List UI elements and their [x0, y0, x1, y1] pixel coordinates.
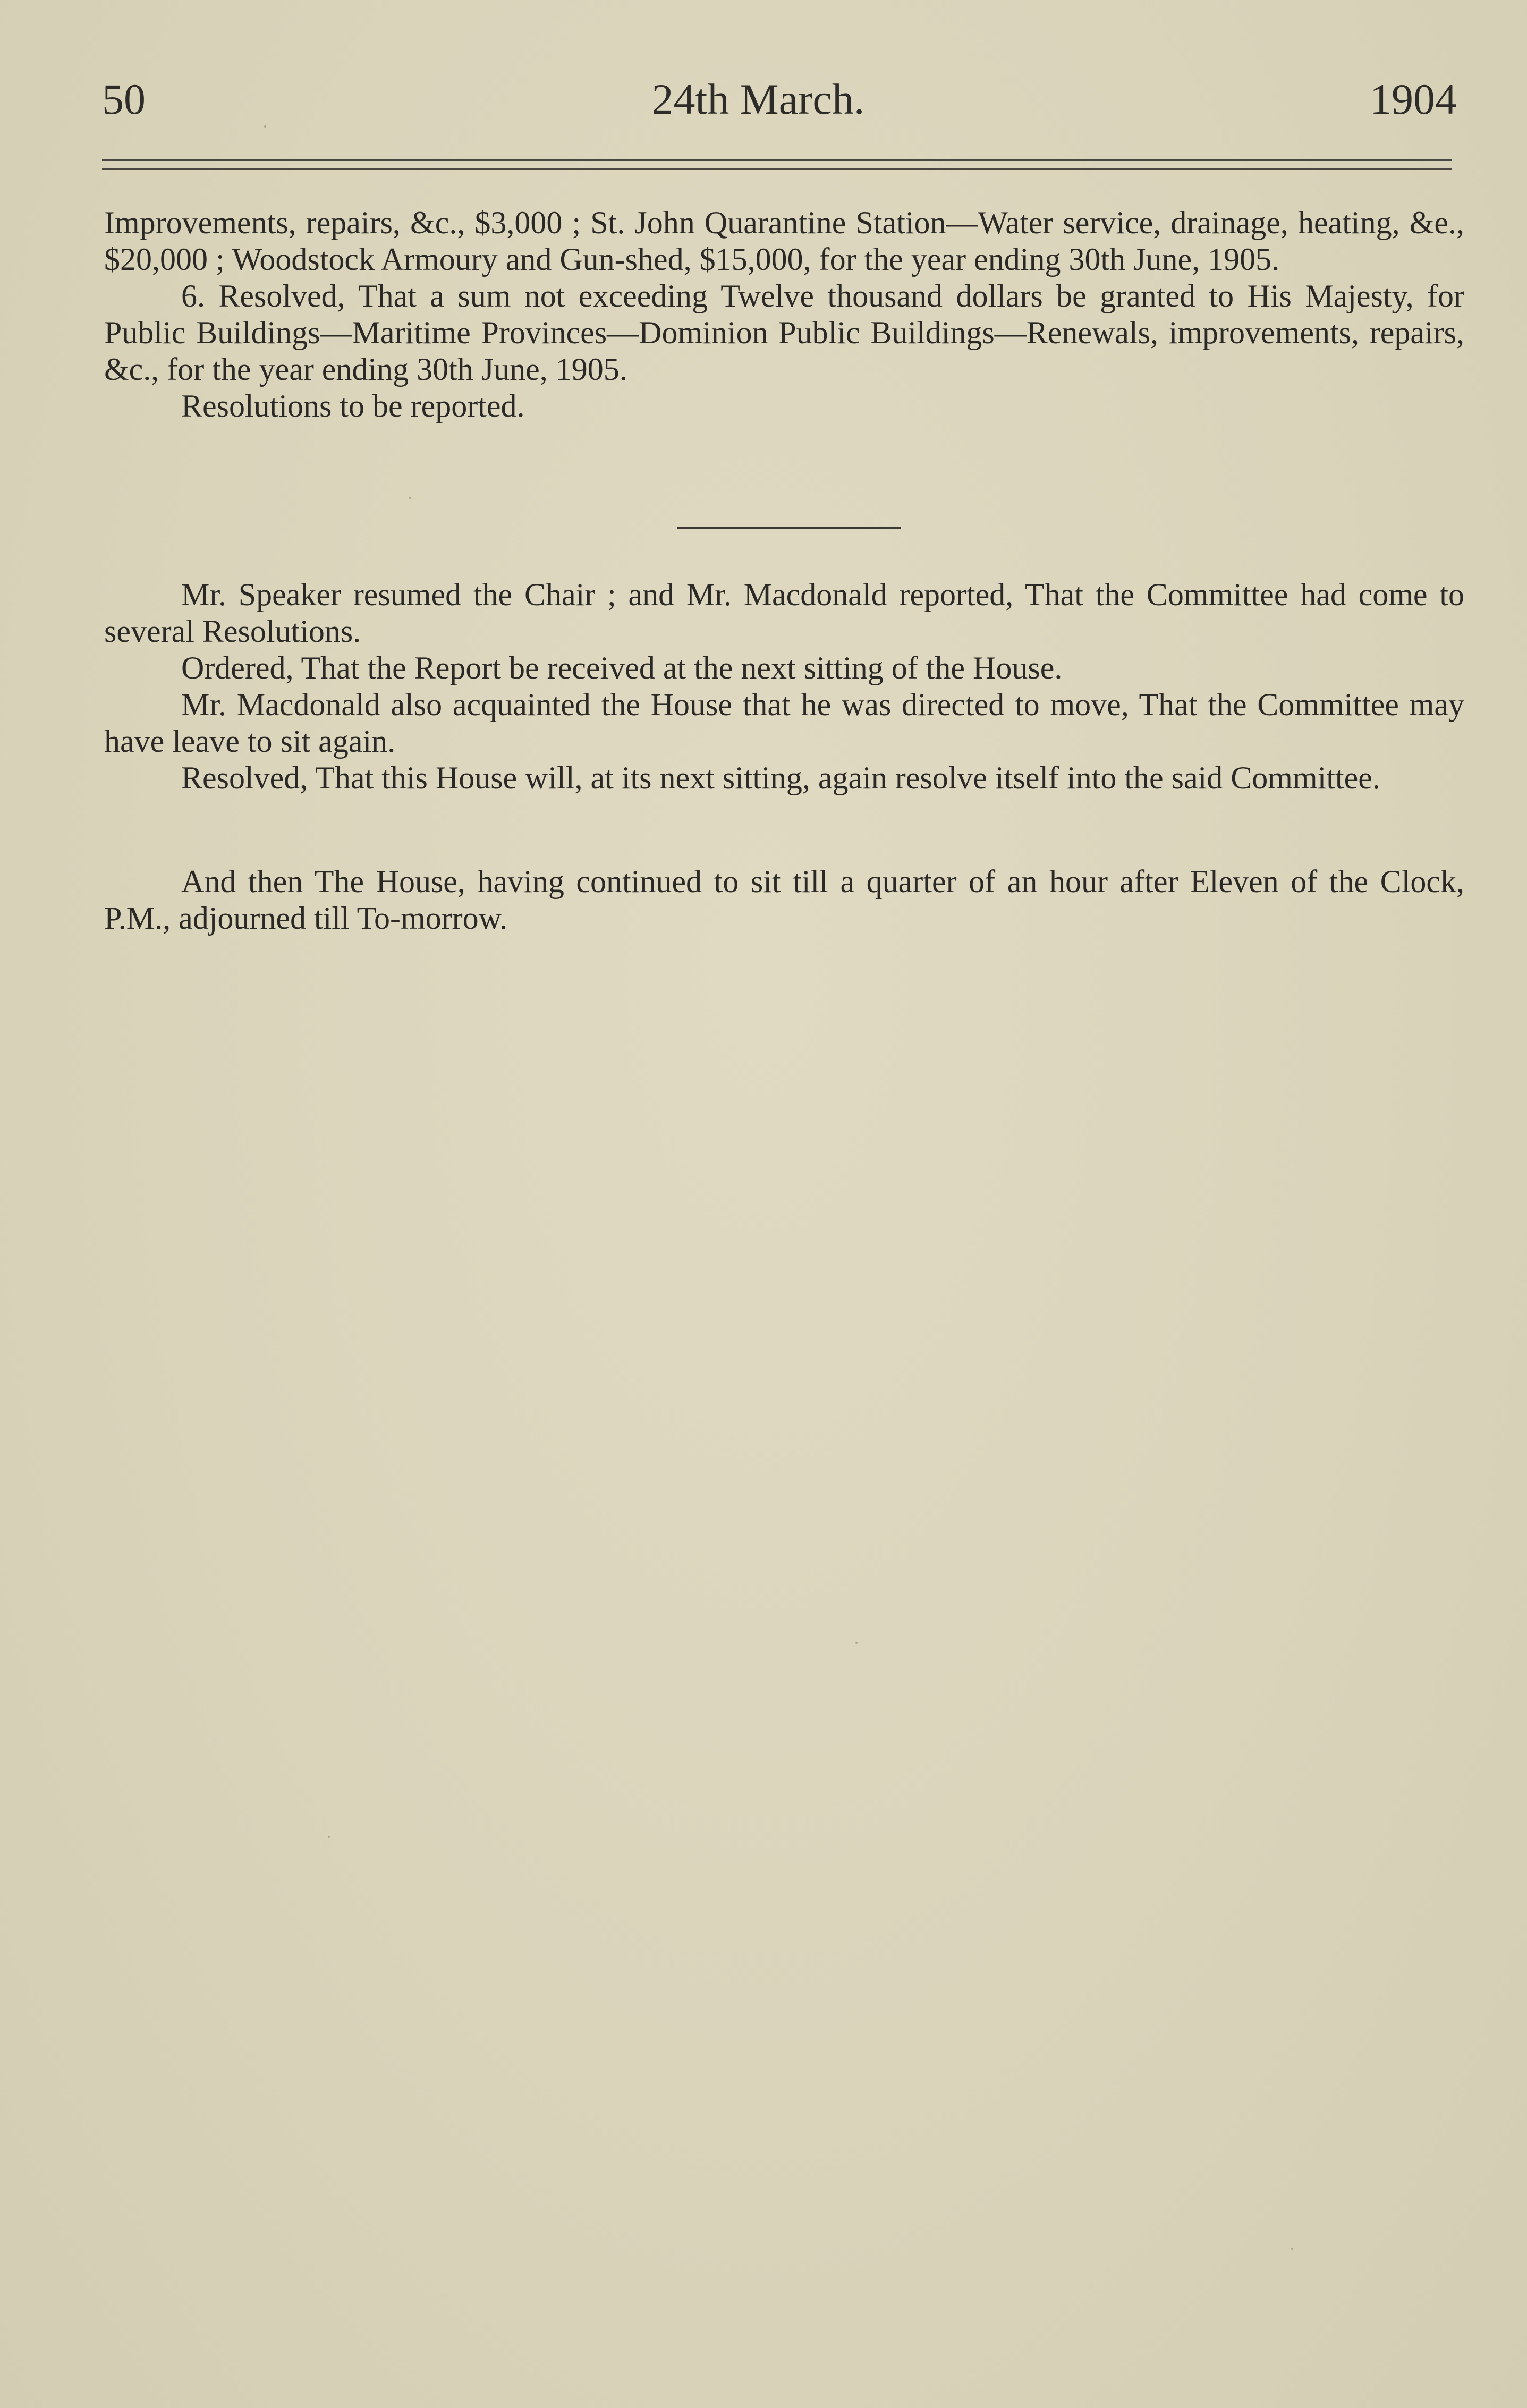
header-double-rule — [102, 159, 1452, 170]
paragraph: Resolutions to be reported. — [181, 388, 525, 423]
paragraph: Resolved, That this House will, at its next sitting, again resolve itself into the said Committee. — [181, 760, 1380, 795]
paper-speck — [328, 1836, 330, 1838]
paper-speck — [1291, 2248, 1293, 2250]
adjournment-section — [104, 863, 1464, 937]
paragraph: Improvements, repairs, &c., $3,000 ; St. John Quarantine Station—Water service, drainage, heating, &e., $20,000 ; Woodstock Armoury and Gun-shed, $15,000, for the year ending 30th June, 1905. — [104, 205, 1464, 277]
paragraph: Mr. Speaker resumed the Chair ; and Mr. Macdonald reported, That the Committee had come to several Resolutions. — [104, 577, 1464, 649]
proceedings-section — [104, 576, 1464, 796]
paper-speck — [855, 1642, 858, 1644]
section-divider — [677, 527, 901, 529]
resolutions-section — [104, 205, 1464, 425]
page-header — [102, 74, 1457, 128]
paragraph: And then The House, having continued to sit till a quarter of an hour after Eleven of the Clock, P.M., adjourned till To-morrow. — [104, 864, 1464, 936]
page-number: 50 — [102, 75, 146, 123]
header-year: 1904 — [1370, 75, 1457, 123]
paragraph: 6. Resolved, That a sum not exceeding Twelve thousand dollars be granted to His Majesty, for Public Buildings—Maritime Provinces—Dominion Public Buildings—Renewals, improvements, repairs, &c., for the year ending 30th June, 1905. — [104, 278, 1464, 387]
header-date: 24th March. — [651, 75, 865, 123]
paper-speck — [264, 125, 266, 128]
paper-speck — [409, 497, 411, 499]
paragraph: Mr. Macdonald also acquainted the House that he was directed to move, That the Committee may have leave to sit again. — [104, 687, 1464, 759]
paragraph: Ordered, That the Report be received at the next sitting of the House. — [181, 650, 1063, 685]
